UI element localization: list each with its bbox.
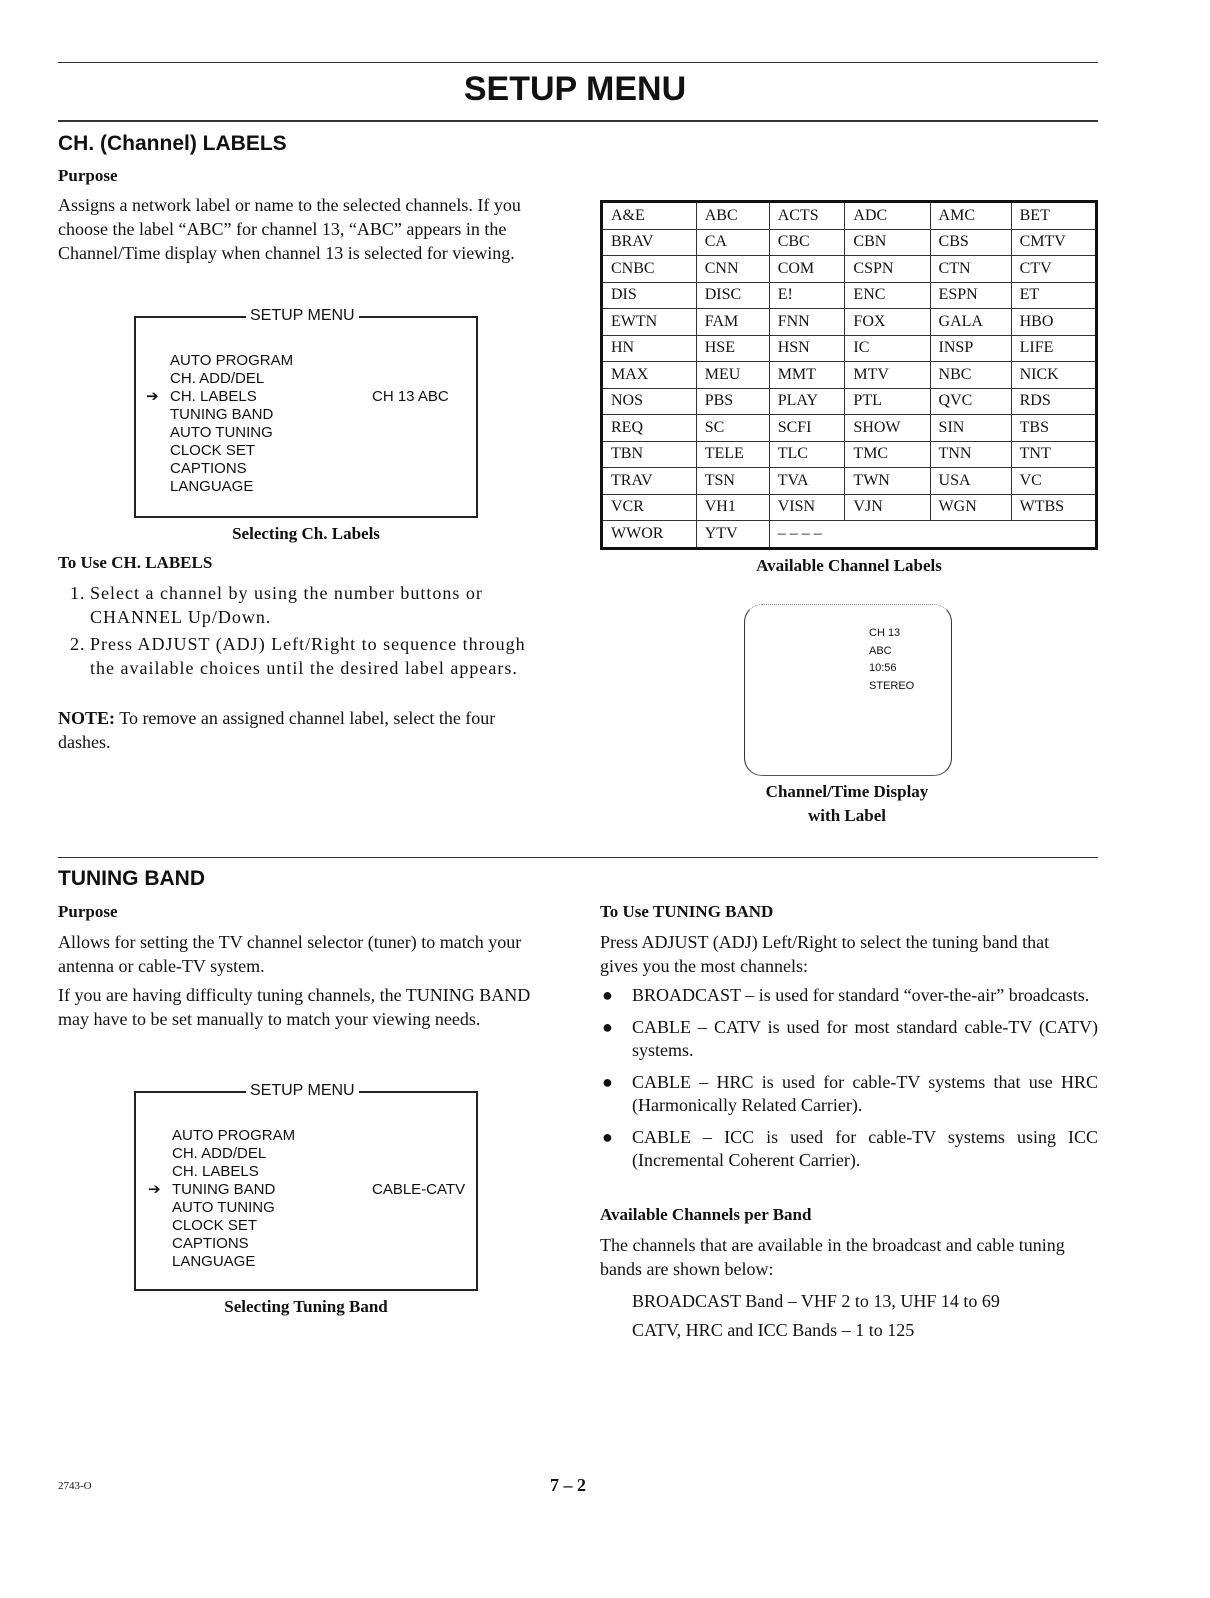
channel-label-cell: CMTV xyxy=(1011,229,1096,256)
arrow-icon: ➔ xyxy=(148,1181,161,1198)
purpose-label: Purpose xyxy=(58,166,118,185)
menu-title: SETUP MENU xyxy=(246,307,359,325)
channel-label-cell: MEU xyxy=(696,362,769,389)
channel-label-cell: MMT xyxy=(769,362,845,389)
channel-label-cell: E! xyxy=(769,282,845,309)
table-caption: Available Channel Labels xyxy=(756,556,942,575)
channel-label-cell: – – – – xyxy=(769,521,1096,549)
table-row xyxy=(602,441,1097,468)
bullet-item: ● BROADCAST – is used for standard “over-the-air” broadcasts. xyxy=(602,985,1090,1005)
menu-title: SETUP MENU xyxy=(246,1082,359,1100)
channel-label-cell: BRAV xyxy=(602,229,697,256)
channel-label-cell: MTV xyxy=(845,362,930,389)
tv-display xyxy=(744,604,952,776)
title-rule xyxy=(58,120,1098,122)
band-bullets xyxy=(600,984,1098,1181)
channel-label-cell: HSE xyxy=(696,335,769,362)
channel-label-cell: FOX xyxy=(845,309,930,336)
menu-item: CH. ADD/DEL xyxy=(172,1145,267,1162)
page-title: SETUP MENU xyxy=(463,70,687,108)
channel-label-cell: TWN xyxy=(845,468,930,495)
channel-label-cell: INSP xyxy=(930,335,1011,362)
step: Press ADJUST (ADJ) Left/Right to sequence through the available choices until the desired label appears. xyxy=(90,634,526,678)
bands-list xyxy=(632,1287,1000,1345)
table-row xyxy=(602,521,1097,549)
display-line: ABC xyxy=(869,644,892,657)
menu-item: TUNING BAND xyxy=(170,406,274,423)
channel-label-cell: ESPN xyxy=(930,282,1011,309)
channel-label-cell: SCFI xyxy=(769,415,845,442)
display-caption: Channel/Time Display with Label xyxy=(765,782,929,825)
menu-value: CH 13 ABC xyxy=(372,388,449,405)
table-row xyxy=(602,468,1097,495)
channel-label-cell: GALA xyxy=(930,309,1011,336)
table-row xyxy=(602,309,1097,336)
menu-item: CLOCK SET xyxy=(170,442,256,459)
channel-label-cell: YTV xyxy=(696,521,769,549)
menu-caption: Selecting Tuning Band xyxy=(224,1297,388,1316)
channel-label-cell: CSPN xyxy=(845,256,930,283)
table-row xyxy=(602,202,1097,230)
channel-label-cell: TBS xyxy=(1011,415,1096,442)
channel-label-cell: FAM xyxy=(696,309,769,336)
channel-label-cell: TMC xyxy=(845,441,930,468)
menu-item: CH. ADD/DEL xyxy=(170,370,265,387)
bullet-item: ● CABLE – CATV is used for most standard cable-TV (CATV) systems. xyxy=(602,1017,1098,1060)
menu-item: CLOCK SET xyxy=(172,1217,258,1234)
channel-label-cell: VJN xyxy=(845,494,930,521)
channel-label-cell: PBS xyxy=(696,388,769,415)
channel-label-cell: PLAY xyxy=(769,388,845,415)
setup-menu-box xyxy=(134,307,478,518)
bullet-item: ● CABLE – HRC is used for cable-TV systems that use HRC (Harmonically Related Carrier). xyxy=(602,1072,1098,1115)
doc-code: 2743-O xyxy=(58,1480,92,1492)
channel-label-cell: BET xyxy=(1011,202,1096,230)
channel-label-cell: USA xyxy=(930,468,1011,495)
channel-label-cell: CTV xyxy=(1011,256,1096,283)
page-number: 7 – 2 xyxy=(550,1475,586,1495)
to-use-label: To Use TUNING BAND xyxy=(600,902,774,921)
table-row xyxy=(602,229,1097,256)
channel-label-cell: ADC xyxy=(845,202,930,230)
channel-label-cell: ACTS xyxy=(769,202,845,230)
menu-item: LANGUAGE xyxy=(170,478,254,495)
purpose-text-2: If you are having difficulty tuning channels, the TUNING BAND may have to be set manually to match your viewing needs. xyxy=(58,985,531,1029)
table-row xyxy=(602,415,1097,442)
tuning-band-heading: TUNING BAND xyxy=(58,867,205,890)
channel-label-cell: WGN xyxy=(930,494,1011,521)
channel-label-cell: QVC xyxy=(930,388,1011,415)
table-row xyxy=(602,282,1097,309)
channel-label-cell: TSN xyxy=(696,468,769,495)
to-use-label: To Use CH. LABELS xyxy=(58,553,213,572)
menu-item: AUTO PROGRAM xyxy=(172,1127,296,1144)
band-line: CATV, HRC and ICC Bands – 1 to 125 xyxy=(632,1320,915,1340)
channel-label-cell: SC xyxy=(696,415,769,442)
menu-item: LANGUAGE xyxy=(172,1253,256,1270)
channel-label-cell: LIFE xyxy=(1011,335,1096,362)
channel-label-cell: CTN xyxy=(930,256,1011,283)
channel-label-cell: ENC xyxy=(845,282,930,309)
table-row xyxy=(602,256,1097,283)
channel-label-cell: FNN xyxy=(769,309,845,336)
menu-item-selected: ➔ TUNING BAND CABLE-CATV xyxy=(148,1181,466,1198)
channel-label-cell: DISC xyxy=(696,282,769,309)
purpose-text: Allows for setting the TV channel selector (tuner) to match your antenna or cable-TV system. xyxy=(58,932,522,976)
purpose-text: Assigns a network label or name to the selected channels. If you choose the label “ABC” for channel 13, “ABC” appears in the Channel/Time display when channel 13 is selected for viewing. xyxy=(58,195,521,263)
channel-label-cell: CNBC xyxy=(602,256,697,283)
channel-label-cell: COM xyxy=(769,256,845,283)
table-row xyxy=(602,388,1097,415)
channel-label-cell: NOS xyxy=(602,388,697,415)
display-line: 10:56 xyxy=(869,662,897,674)
channel-label-cell: REQ xyxy=(602,415,697,442)
available-channels-label: Available Channels per Band xyxy=(600,1205,812,1224)
channel-label-cell: CBC xyxy=(769,229,845,256)
channel-label-cell: TBN xyxy=(602,441,697,468)
steps-list: 1. Select a channel by using the number buttons or CHANNEL Up/Down. 2. Press ADJUST (ADJ) Left/Right to sequence through the available choices until the desired label appears. xyxy=(70,583,526,678)
menu-item-selected: ➔ CH. LABELS CH 13 ABC xyxy=(146,388,449,405)
channel-label-cell: A&E xyxy=(602,202,697,230)
channel-label-cell: VH1 xyxy=(696,494,769,521)
table-row xyxy=(602,362,1097,389)
menu-item: AUTO TUNING xyxy=(170,424,273,441)
note: NOTE: To remove an assigned channel label, select the four dashes. xyxy=(58,708,496,752)
menu-value: CABLE-CATV xyxy=(372,1181,466,1198)
channel-label-cell: HN xyxy=(602,335,697,362)
display-line: STEREO xyxy=(869,679,915,692)
channel-label-cell: VC xyxy=(1011,468,1096,495)
channel-label-cell: VISN xyxy=(769,494,845,521)
arrow-icon: ➔ xyxy=(146,388,159,405)
display-line: CH 13 xyxy=(869,627,901,639)
channel-label-cell: RDS xyxy=(1011,388,1096,415)
menu-item: CH. LABELS xyxy=(172,1163,259,1180)
menu-item: AUTO TUNING xyxy=(172,1199,275,1216)
channel-label-cell: IC xyxy=(845,335,930,362)
table-row xyxy=(602,494,1097,521)
channel-label-cell: ABC xyxy=(696,202,769,230)
top-rule xyxy=(58,62,1098,63)
menu-item: CAPTIONS xyxy=(172,1235,249,1252)
channel-label-cell: NICK xyxy=(1011,362,1096,389)
channel-label-cell: CBS xyxy=(930,229,1011,256)
menu-caption: Selecting Ch. Labels xyxy=(232,524,380,543)
section-rule xyxy=(58,857,1098,858)
channel-label-cell: AMC xyxy=(930,202,1011,230)
setup-menu-box xyxy=(134,1082,478,1291)
channel-label-cell: WWOR xyxy=(602,521,697,549)
step: Select a channel by using the number buttons or CHANNEL Up/Down. xyxy=(90,583,483,627)
channel-label-cell: SHOW xyxy=(845,415,930,442)
bullet-item: ● CABLE – ICC is used for cable-TV systems using ICC (Incremental Coherent Carrier). xyxy=(602,1127,1098,1170)
channel-label-cell: TNT xyxy=(1011,441,1096,468)
to-use-text: Press ADJUST (ADJ) Left/Right to select the tuning band that gives you the most channels: xyxy=(600,932,1050,976)
channel-label-cell: SIN xyxy=(930,415,1011,442)
channel-label-cell: EWTN xyxy=(602,309,697,336)
channel-label-cell: WTBS xyxy=(1011,494,1096,521)
channel-label-cell: TVA xyxy=(769,468,845,495)
channel-label-cell: HBO xyxy=(1011,309,1096,336)
channel-label-cell: HSN xyxy=(769,335,845,362)
channel-label-cell: NBC xyxy=(930,362,1011,389)
channel-label-cell: CNN xyxy=(696,256,769,283)
channel-label-cell: DIS xyxy=(602,282,697,309)
channel-label-cell: TNN xyxy=(930,441,1011,468)
channel-label-cell: CA xyxy=(696,229,769,256)
channel-label-cell: PTL xyxy=(845,388,930,415)
channel-label-cell: ET xyxy=(1011,282,1096,309)
menu-item: CAPTIONS xyxy=(170,460,247,477)
table-row xyxy=(602,335,1097,362)
channel-label-cell: TRAV xyxy=(602,468,697,495)
band-line: BROADCAST Band – VHF 2 to 13, UHF 14 to 69 xyxy=(632,1291,1000,1311)
ch-labels-heading: CH. (Channel) LABELS xyxy=(58,132,287,155)
channel-labels-table xyxy=(600,200,1098,550)
channel-label-cell: TLC xyxy=(769,441,845,468)
menu-item: AUTO PROGRAM xyxy=(170,352,294,369)
channel-label-cell: VCR xyxy=(602,494,697,521)
available-channels-text: The channels that are available in the broadcast and cable tuning bands are shown below: xyxy=(600,1235,1065,1279)
channel-label-cell: TELE xyxy=(696,441,769,468)
channel-label-cell: CBN xyxy=(845,229,930,256)
channel-label-cell: MAX xyxy=(602,362,697,389)
purpose-label: Purpose xyxy=(58,902,118,921)
